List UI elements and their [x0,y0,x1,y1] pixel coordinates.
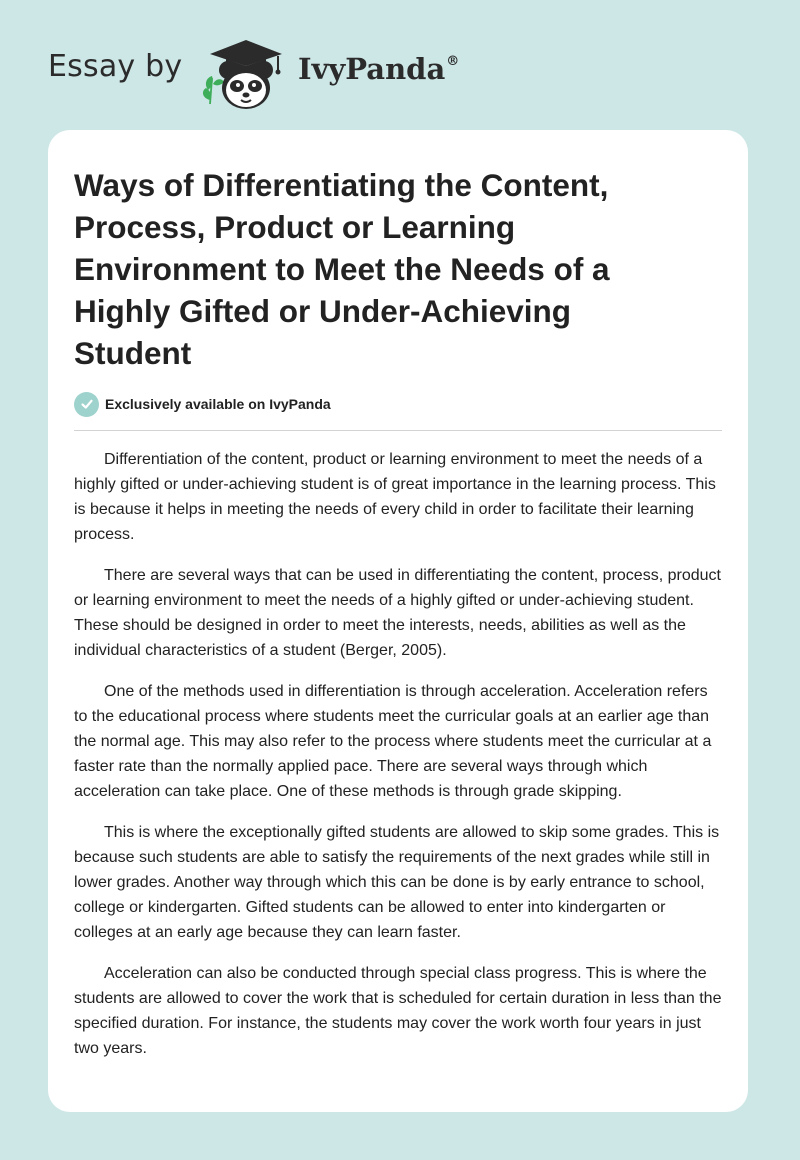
registered-mark: ® [446,54,460,69]
site-header [0,0,800,130]
essay-body [74,447,722,1077]
brand-name[interactable] [298,52,459,86]
check-circle-icon [74,392,99,417]
paragraph: This is where the exceptionally gifted students are allowed to skip some grades. This is because such students are able to satisfy the requirements of the next grades while still in lower grades. Another way through which this can be done is by early entrance to school, college or kindergarten. Gifted students can be allowed to enter into kindergarten or colleges at an early age because they can learn faster. [74,824,720,941]
essay-by-label: Essay by [48,49,183,84]
paragraph: Differentiation of the content, product or learning environment to meet the needs of a highly gifted or under-achieving student is of great importance in the learning process. This is because it helps in meeting the needs of every child in order to facilitate their learning process. [74,451,716,543]
paragraph: There are several ways that can be used in differentiating the content, process, product or learning environment to meet the needs of a highly gifted or under-achieving student. These should be designed in order to meet the interests, needs, abilities as well as the individual characteristics of a student (Berger, 2005). [74,567,721,659]
paragraph: Acceleration can also be conducted through special class progress. This is where the students are allowed to cover the work that is scheduled for certain duration in less than the specified duration. For instance, the students may cover the work worth four years in just two years. [74,965,722,1057]
exclusive-badge [74,391,331,417]
panda-graduation-cap-icon[interactable] [198,34,290,112]
leaf-icon [203,76,224,104]
exclusive-badge-label: Exclusively available on IvyPanda [105,396,331,412]
paragraph: One of the methods used in differentiation is through acceleration. Acceleration refers to the educational process where students meet the curricular goals at an earlier age than the normal age. This may also refer to the process where students meet the curricular at a faster rate than the normally applied pace. There are several ways through which acceleration can take place. One of these methods is through grade skipping. [74,683,712,800]
brand-label: IvyPanda [298,52,446,86]
divider [74,430,722,431]
essay-card [48,130,748,1112]
essay-title: Ways of Differentiating the Content, Process, Product or Learning Environment to Meet the Needs of a Highly Gifted or Under-Achieving Student [74,167,610,371]
